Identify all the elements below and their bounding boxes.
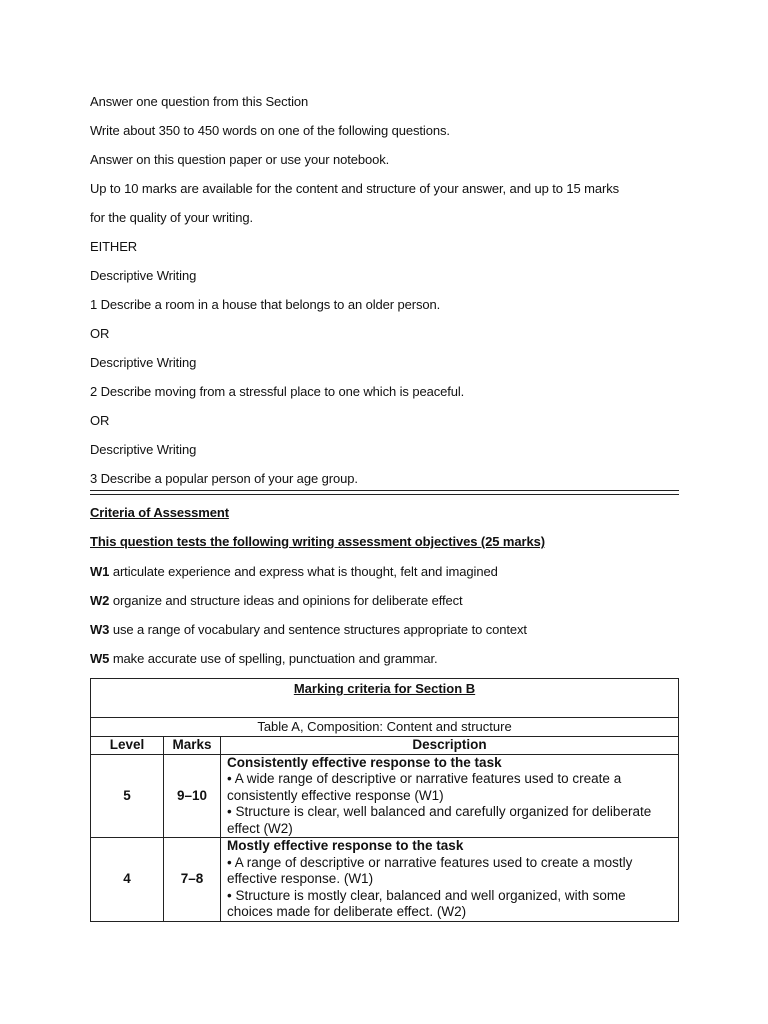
objective-code: W3 [90,622,110,637]
instruction-line-4: Up to 10 marks are available for the content and structure of your answer, and up to 15 marks [90,181,620,196]
description-heading: Consistently effective response to the task [227,754,502,770]
objective-code: W2 [90,593,110,608]
section-divider [90,490,679,495]
objective-w1 [90,564,498,580]
question-2-type: Descriptive Writing [90,355,197,370]
question-3-type: Descriptive Writing [90,442,197,457]
instruction-line-5: for the quality of your writing. [90,210,253,225]
level-cell: 5 [91,754,164,838]
objective-w2 [90,593,463,609]
criteria-heading: Criteria of Assessment [90,505,229,520]
instruction-line-2: Write about 350 to 450 words on one of the following questions. [90,123,450,138]
table-row [91,838,679,922]
criteria-subheading: This question tests the following writing assessment objectives (25 marks) [90,534,545,549]
marks-cell: 7–8 [164,838,221,922]
objective-w3 [90,622,527,638]
objective-text: articulate experience and express what is thought, felt and imagined [109,564,498,579]
objective-code: W5 [90,651,110,666]
description-heading: Mostly effective response to the task [227,838,464,853]
objective-text: organize and structure ideas and opinions for deliberate effect [109,593,463,608]
description-cell [221,754,679,838]
header-marks: Marks [164,737,221,755]
description-bullet: • Structure is clear, well balanced and carefully organized for deliberate effect (W2) [227,804,652,836]
objective-w5 [90,651,438,667]
table-row [91,754,679,838]
marking-criteria-table [90,678,679,922]
table-title: Marking criteria for Section B [293,681,476,696]
header-level: Level [91,737,164,755]
or-label-2: OR [90,413,110,428]
header-description: Description [221,737,679,755]
objective-text: make accurate use of spelling, punctuation and grammar. [109,651,438,666]
objective-code: W1 [90,564,110,579]
description-bullet: • A range of descriptive or narrative features used to create a mostly effective response. (W1) [227,854,633,886]
table-subtitle: Table A, Composition: Content and structure [91,718,679,737]
marks-cell: 9–10 [164,754,221,838]
question-1: 1 Describe a room in a house that belongs to an older person. [90,297,441,312]
objective-text: use a range of vocabulary and sentence structures appropriate to context [109,622,527,637]
either-label: EITHER [90,239,138,254]
level-cell: 4 [91,838,164,922]
or-label-1: OR [90,326,110,341]
description-bullet: • Structure is mostly clear, balanced and well organized, with some choices made for deliberate effect. (W2) [227,887,626,919]
description-cell [221,838,679,922]
description-bullet: • A wide range of descriptive or narrative features used to create a consistently effective response (W1) [227,771,622,803]
question-2: 2 Describe moving from a stressful place to one which is peaceful. [90,384,465,399]
question-3: 3 Describe a popular person of your age group. [90,471,358,486]
table-title-cell [91,679,679,718]
question-1-type: Descriptive Writing [90,268,197,283]
instruction-line-3: Answer on this question paper or use your notebook. [90,152,390,167]
instruction-line-1: Answer one question from this Section [90,94,309,109]
